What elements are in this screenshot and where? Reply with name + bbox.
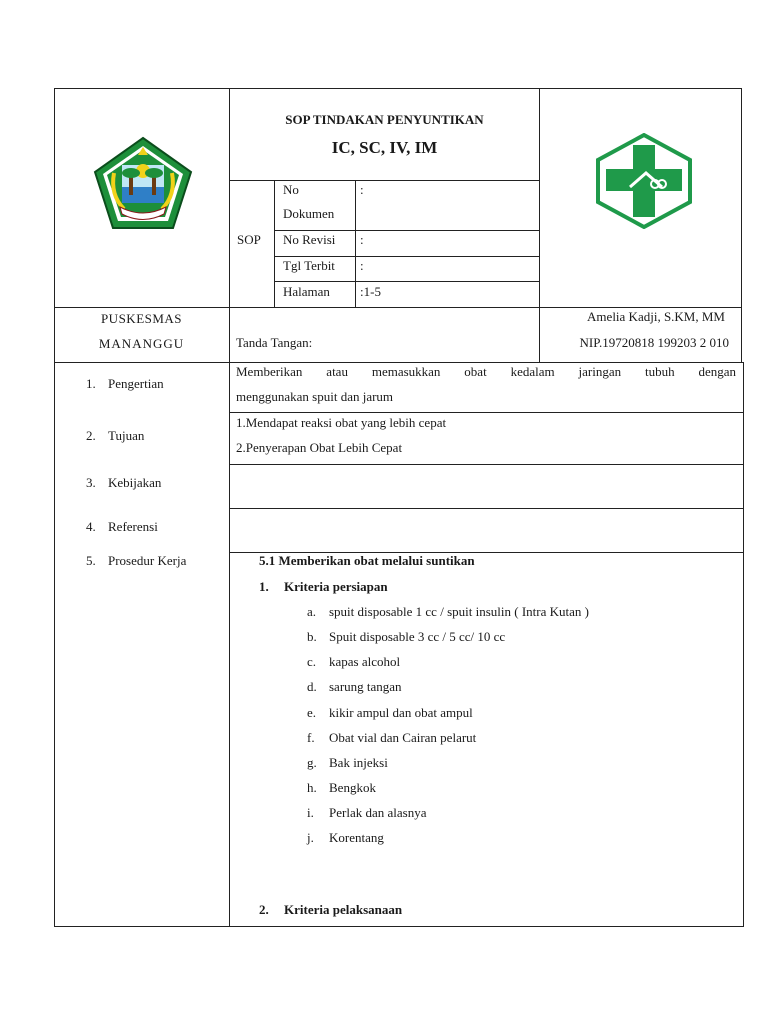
section-number: 4. [86, 519, 96, 534]
list-item-letter: c. [307, 654, 317, 669]
section-number: 5. [86, 553, 96, 568]
regency-seal-logo [92, 135, 194, 231]
field-value-halaman: :1-5 [360, 284, 381, 299]
sop-label: SOP [237, 232, 261, 247]
list-item-text: kapas alcohol [329, 654, 401, 669]
list-item-letter: d. [307, 679, 317, 694]
subsection-number: 1. [259, 579, 269, 594]
list-item-letter: b. [307, 629, 317, 644]
document-title: SOP TINDAKAN PENYUNTIKAN [285, 112, 484, 127]
section-number: 1. [86, 376, 96, 391]
pengertian-text-line1: Memberikan atau memasukkan obat kedalam jaringan tubuh dengan [236, 364, 736, 379]
list-item-letter: i. [307, 805, 314, 820]
list-item-letter: j. [307, 830, 314, 845]
field-label-no-revisi: No Revisi [283, 232, 336, 247]
field-label-no-dokumen-1: No [283, 182, 299, 197]
list-item-text: kikir ampul dan obat ampul [329, 705, 473, 720]
section-label-prosedur-kerja: Prosedur Kerja [108, 553, 187, 568]
health-cross-logo [594, 133, 694, 229]
tujuan-item-1: 1.Mendapat reaksi obat yang lebih cepat [236, 415, 447, 430]
section-number: 2. [86, 428, 96, 443]
section-label-referensi: Referensi [108, 519, 158, 534]
list-item-text: Spuit disposable 3 cc / 5 cc/ 10 cc [329, 629, 506, 644]
procedure-heading: 5.1 Memberikan obat melalui suntikan [259, 553, 475, 568]
list-item-text: sarung tangan [329, 679, 402, 694]
section-label-pengertian: Pengertian [108, 376, 164, 391]
tujuan-item-2: 2.Penyerapan Obat Lebih Cepat [236, 440, 403, 455]
subsection-title-persiapan: Kriteria persiapan [284, 579, 388, 594]
field-label-tgl-terbit: Tgl Terbit [283, 258, 335, 273]
list-item-letter: e. [307, 705, 317, 720]
field-label-halaman: Halaman [283, 284, 330, 299]
pengertian-text-line2: menggunakan spuit dan jarum [236, 389, 394, 404]
section-label-kebijakan: Kebijakan [108, 475, 162, 490]
list-item-letter: g. [307, 755, 317, 770]
field-value-no-revisi: : [360, 232, 364, 247]
subsection-title-pelaksanaan: Kriteria pelaksanaan [284, 902, 403, 917]
signer-nip: NIP.19720818 199203 2 010 [579, 335, 729, 350]
org-name-line2: MANANGGU [98, 336, 185, 351]
list-item-text: Perlak dan alasnya [329, 805, 427, 820]
list-item-letter: f. [307, 730, 315, 745]
section-number: 3. [86, 475, 96, 490]
signature-label: Tanda Tangan: [236, 335, 313, 350]
section-label-tujuan: Tujuan [108, 428, 145, 443]
list-item-letter: a. [307, 604, 317, 619]
list-item-text: spuit disposable 1 cc / spuit insulin ( Intra Kutan ) [329, 604, 589, 619]
list-item-letter: h. [307, 780, 317, 795]
document-subtitle: IC, SC, IV, IM [331, 138, 438, 157]
org-name-line1: PUSKESMAS [100, 311, 183, 326]
list-item-text: Korentang [329, 830, 384, 845]
subsection-number: 2. [259, 902, 269, 917]
list-item-text: Bak injeksi [329, 755, 388, 770]
signer-name: Amelia Kadji, S.KM, MM [587, 309, 725, 324]
field-value-no-dokumen: : [360, 182, 364, 197]
field-label-no-dokumen-2: Dokumen [283, 206, 335, 221]
list-item-text: Obat vial dan Cairan pelarut [329, 730, 477, 745]
field-value-tgl-terbit: : [360, 258, 364, 273]
list-item-text: Bengkok [329, 780, 376, 795]
